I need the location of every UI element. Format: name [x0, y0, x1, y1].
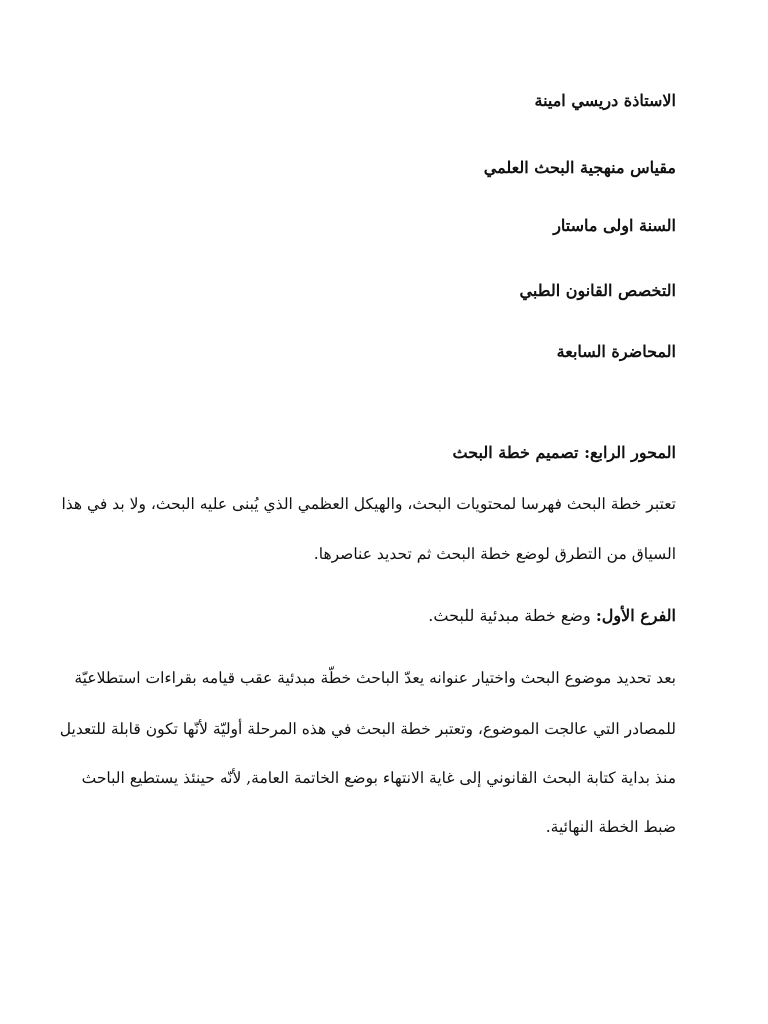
- section-line-3: منذ بداية كتابة البحث القانوني إلى غاية الانتهاء بوضع الخاتمة العامة, لأنّه حينئذ يستطيع الباحث: [81, 769, 676, 787]
- lecture-number: المحاضرة السابعة: [556, 342, 676, 361]
- axis-title: المحور الرابع: تصميم خطة البحث: [452, 443, 676, 462]
- section-title: وضع خطة مبدئية للبحث.: [428, 606, 596, 625]
- teacher-name: الاستاذة دريسي امينة: [534, 91, 676, 110]
- section-line-2: للمصادر التي عالجت الموضوع، وتعتبر خطة البحث في هذه المرحلة أوليّة لأنّها تكون قابلة للتعديل: [59, 720, 676, 738]
- academic-year: السنة اولى ماستار: [553, 216, 676, 235]
- section-heading: [428, 605, 676, 627]
- section-line-4: ضبط الخطة النهائية.: [545, 818, 676, 836]
- specialty: التخصص القانون الطبي: [519, 281, 676, 300]
- module-title: مقياس منهجية البحث العلمي: [483, 158, 676, 177]
- section-label: الفرع الأول:: [595, 606, 676, 625]
- intro-line-1: تعتبر خطة البحث فهرسا لمحتويات البحث، والهيكل العظمي الذي يُبنى عليه البحث، ولا بد في هذا: [61, 495, 676, 513]
- intro-line-2: السياق من التطرق لوضع خطة البحث ثم تحديد عناصرها.: [313, 545, 676, 563]
- section-line-1: بعد تحديد موضوع البحث واختيار عنوانه يعدّ الباحث خطّة مبدئية عقب قيامه بقراءات استطلاعيّة: [74, 669, 676, 687]
